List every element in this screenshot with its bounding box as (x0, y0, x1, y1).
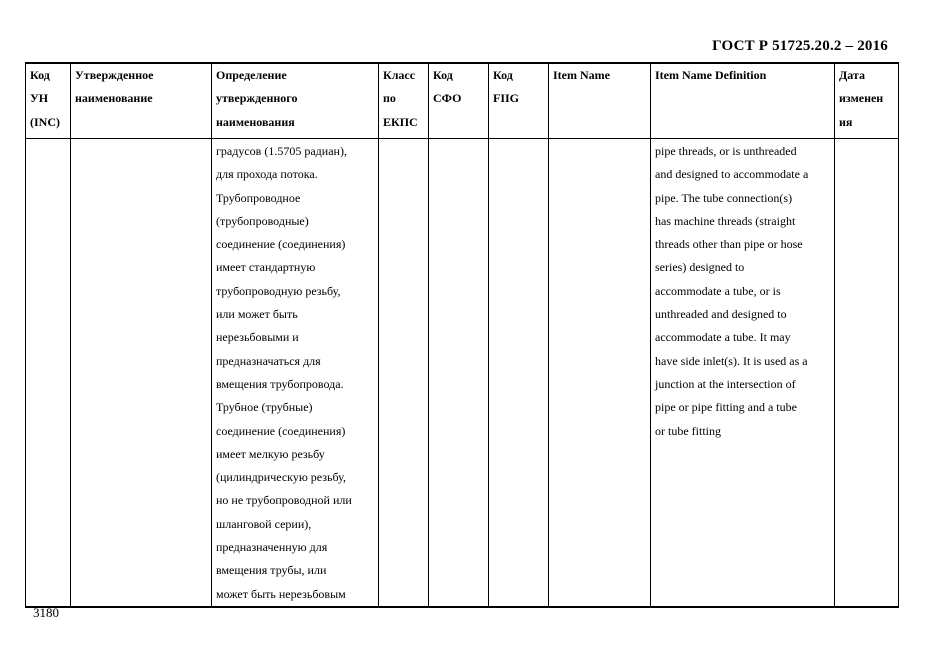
col-header-fiig-code: Код FIIG (489, 63, 549, 139)
document-standard-header: ГОСТ Р 51725.20.2 – 2016 (712, 38, 888, 54)
definition-en-line: pipe. The tube connection(s) (655, 190, 793, 205)
definition-en-line: accommodate a tube, or is (655, 283, 781, 298)
definition-ru-line: соединение (соединения) (216, 237, 346, 252)
definition-ru-line: предназначенную для (216, 540, 328, 555)
definition-en-line: accommodate a tube. It may (655, 330, 791, 345)
definition-ru-line: Трубное (трубные) (216, 400, 313, 415)
specification-table (25, 62, 899, 608)
definition-ru-line: вмещения трубопровода. (216, 376, 344, 391)
definition-ru-line: для прохода потока. (216, 167, 318, 182)
definition-ru-line: шланговой серии), (216, 516, 312, 531)
definition-en-line: junction at the intersection of (655, 376, 796, 391)
definition-en-line: series) designed to (655, 260, 745, 275)
definition-ru-line: градусов (1.5705 радиан), (216, 144, 347, 158)
cell-item-name (549, 139, 651, 607)
definition-ru-line: или может быть (216, 307, 298, 322)
cell-definition-ru (212, 139, 379, 607)
col-header-inc-code: Код УН (INC) (26, 63, 71, 139)
cell-sfo-code (429, 139, 489, 607)
table-header-row (26, 63, 899, 139)
definition-en-line: threads other than pipe or hose (655, 237, 803, 252)
cell-definition-en (651, 139, 835, 607)
definition-ru-line: имеет стандартную (216, 260, 316, 275)
definition-ru-line: (трубопроводные) (216, 213, 309, 228)
col-header-change-date: Дата изменен ия (835, 63, 899, 139)
definition-ru-line: вмещения трубы, или (216, 563, 327, 578)
definition-en-line: or tube fitting (655, 423, 721, 438)
definition-ru-line: соединение (соединения) (216, 423, 346, 438)
cell-change-date (835, 139, 899, 607)
col-header-approved-name: Утвержденное наименование (71, 63, 212, 139)
page-number: 3180 (33, 605, 59, 620)
col-header-ekps-class: Класс по ЕКПС (379, 63, 429, 139)
definition-ru-line: (цилиндрическую резьбу, (216, 470, 346, 485)
col-header-sfo-code: Код СФО (429, 63, 489, 139)
col-header-item-name-definition: Item Name Definition (651, 63, 835, 139)
definition-en-line: pipe or pipe fitting and a tube (655, 400, 797, 415)
cell-ekps-class (379, 139, 429, 607)
definition-en-line: have side inlet(s). It is used as a (655, 353, 808, 368)
col-header-definition: Определение утвержденного наименования (212, 63, 379, 139)
cell-approved-name (71, 139, 212, 607)
definition-ru-line: трубопроводную резьбу, (216, 283, 341, 298)
definition-ru-line: нерезьбовыми и (216, 330, 299, 345)
cell-fiig-code (489, 139, 549, 607)
definition-en-line: has machine threads (straight (655, 213, 796, 228)
definition-ru-line: но не трубопроводной или (216, 493, 352, 508)
definition-en-line: unthreaded and designed to (655, 307, 787, 322)
definition-en-line: and designed to accommodate a (655, 167, 809, 182)
cell-inc-code (26, 139, 71, 607)
definition-ru-line: имеет мелкую резьбу (216, 446, 325, 461)
definition-en-line: pipe threads, or is unthreaded (655, 144, 797, 158)
definition-ru-line: может быть нерезьбовым (216, 586, 346, 601)
definition-ru-line: предназначаться для (216, 353, 321, 368)
col-header-item-name: Item Name (549, 63, 651, 139)
definition-ru-line: Трубопроводное (216, 190, 301, 205)
table-row (26, 139, 899, 607)
